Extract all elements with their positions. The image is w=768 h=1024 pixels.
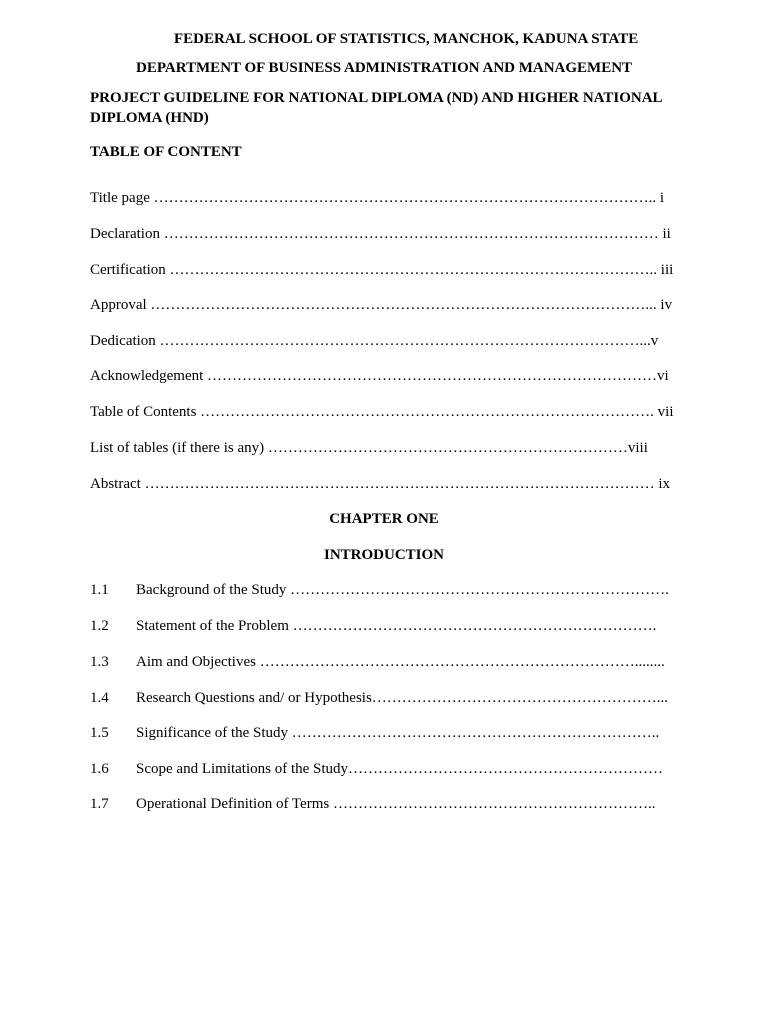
department-name: DEPARTMENT OF BUSINESS ADMINISTRATION AND MANAGEMENT xyxy=(136,60,633,76)
toc-entry-abstract: Abstract ………………………………………………………………………………………… ix xyxy=(90,476,670,492)
chapter-item-number: 1.5 xyxy=(90,725,109,741)
toc-entry-title-page: Title page ……………………………………………………………………………………….. i xyxy=(90,190,665,206)
school-name: FEDERAL SCHOOL OF STATISTICS, MANCHOK, KADUNA STATE xyxy=(174,31,639,47)
toc-entry-list-of-tables: List of tables (if there is any) ………………………………………………………………viii xyxy=(90,440,648,456)
chapter-item-number: 1.1 xyxy=(90,582,109,598)
chapter-item-text: Aim and Objectives …………………………………………………………………........ xyxy=(136,654,665,670)
toc-entry-dedication: Dedication ……………………………………………………………………………………...v xyxy=(90,333,659,349)
chapter-item-number: 1.4 xyxy=(90,690,109,706)
toc-entry-table-of-contents: Table of Contents ………………………………………………………………………………. vii xyxy=(90,404,674,420)
chapter-subtitle: INTRODUCTION xyxy=(323,547,444,563)
toc-entry-acknowledgement: Acknowledgement ………………………………………………………………………………vi xyxy=(90,368,669,384)
chapter-item-text: Significance of the Study ……………………………………………………………….. xyxy=(136,725,660,741)
chapter-item-text: Background of the Study …………………………………………………………………. xyxy=(136,582,669,598)
toc-entry-approval: Approval ………………………………………………………………………………………... iv xyxy=(90,297,673,313)
chapter-item-number: 1.3 xyxy=(90,654,109,670)
guideline-title-line1: PROJECT GUIDELINE FOR NATIONAL DIPLOMA (ND) AND HIGHER NATIONAL xyxy=(90,90,663,106)
chapter-item-text: Operational Definition of Terms ……………………………………………………….. xyxy=(136,796,656,812)
chapter-title: CHAPTER ONE xyxy=(329,511,439,527)
toc-title: TABLE OF CONTENT xyxy=(90,144,242,160)
chapter-item-text: Statement of the Problem ………………………………………………………………. xyxy=(136,618,657,634)
toc-entry-declaration: Declaration ……………………………………………………………………………………… ii xyxy=(90,226,671,242)
chapter-item-text: Research Questions and/ or Hypothesis…………………………………………………... xyxy=(136,690,669,706)
chapter-item-number: 1.2 xyxy=(90,618,109,634)
chapter-item-number: 1.6 xyxy=(90,761,109,777)
guideline-title-line2: DIPLOMA (HND) xyxy=(90,110,209,126)
chapter-item-text: Scope and Limitations of the Study……………………………………………………… xyxy=(136,761,664,777)
toc-entry-certification: Certification …………………………………………………………………………………….. iii xyxy=(90,262,674,278)
chapter-item-number: 1.7 xyxy=(90,796,109,812)
